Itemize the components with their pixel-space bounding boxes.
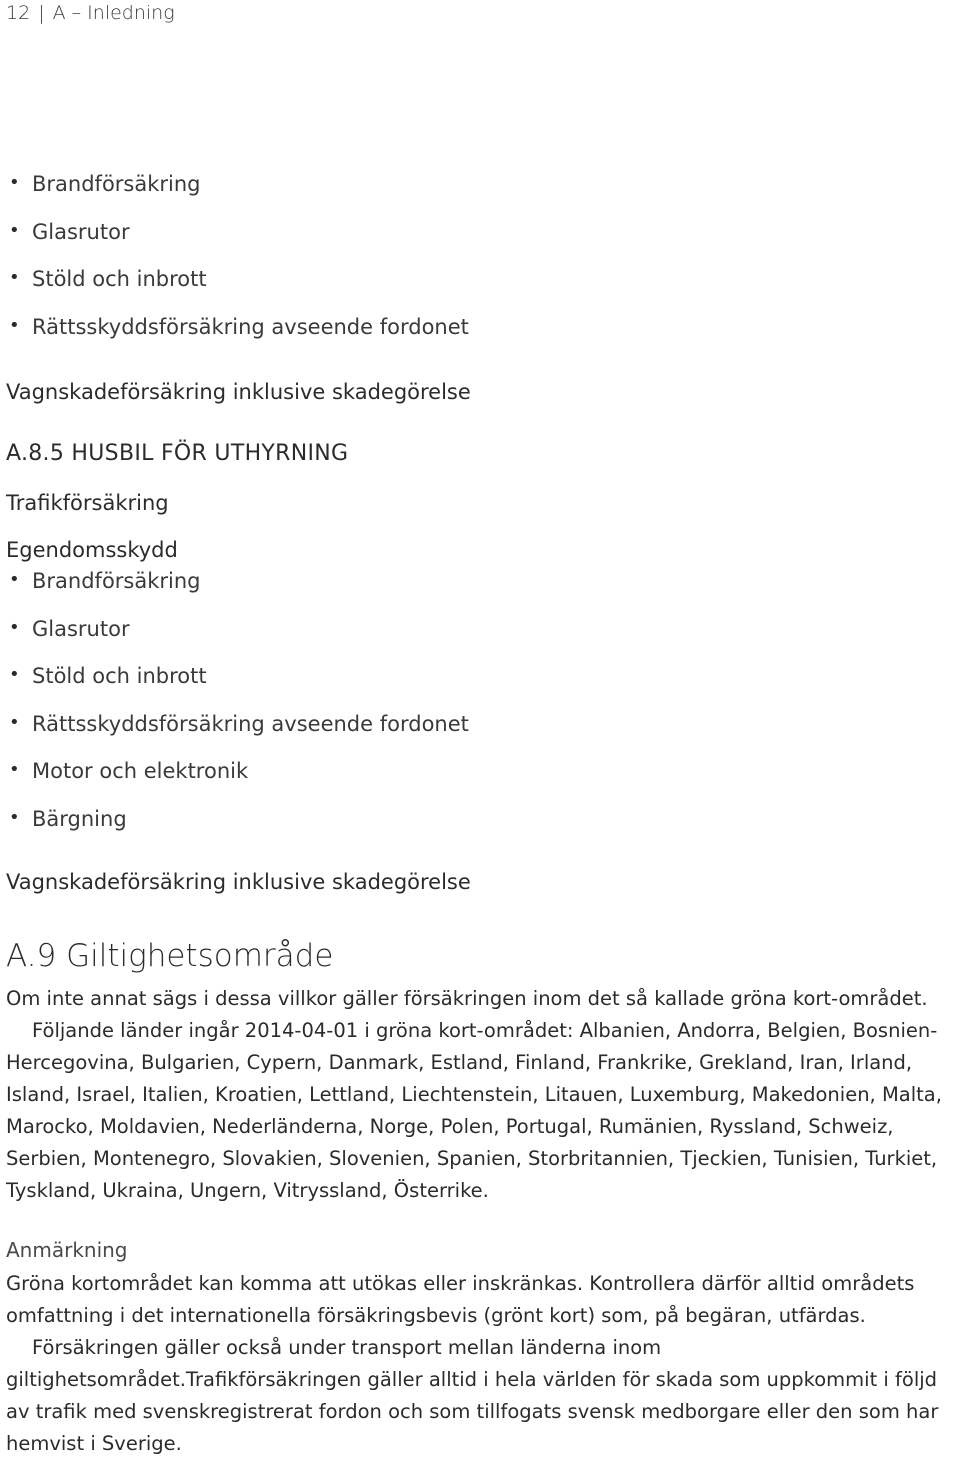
list-item: • Glasrutor <box>9 219 130 244</box>
vagnskada-heading-1: Vagnskadeförsäkring inklusive skadegörelse <box>6 380 471 404</box>
trafik-heading: Trafikförsäkring <box>6 491 169 515</box>
list-item: • Rättsskyddsförsäkring avseende fordonet <box>9 711 469 736</box>
transport-paragraph: Försäkringen gäller också under transport mellan länderna inom giltighetsområdet.Trafikförsäkringen gäller alltid i hela världen för skada som uppkommit i följd av trafik med svenskregistrerat fordon och som tillfogats svensk medborgare eller den som har hemvist i Sverige. <box>6 1336 939 1455</box>
intro-paragraph: Om inte annat sägs i dessa villkor gäller försäkringen inom det så kallade gröna kort-området. <box>6 987 928 1010</box>
list-item: • Stöld och inbrott <box>9 267 207 291</box>
section-heading-a85: A.8.5 HUSBIL FÖR UTHYRNING <box>6 441 349 466</box>
bullet-icon: • <box>9 806 20 828</box>
bullet-icon: • <box>9 759 20 780</box>
bullet-icon: • <box>9 711 20 733</box>
header-section: A – Inledning <box>52 2 175 24</box>
list-item: • Stöld och inbrott <box>9 664 207 688</box>
coverage-list-2 <box>6 569 469 854</box>
bullet-icon: • <box>9 267 20 288</box>
countries-paragraph: Följande länder ingår 2014-04-01 i gröna kort-området: Albanien, Andorra, Belgien, Bosnien-Hercegovina, Bulgarien, Cypern, Danmark, Estland, Finland, Frankrike, Grekland, Iran, Irland, Island, Israel, Italien, Kroatien, Lettland, Liechtenstein, Litauen, Luxemburg, Makedonien, Malta, Marocko, Moldavien, Nederländerna, Norge, Polen, Portugal, Rumänien, Ryssland, Schweiz, Serbien, Montenegro, Slovakien, Slovenien, Spanien, Storbritannien, Tjeckien, Tunisien, Turkiet, Tyskland, Ukraina, Ungern, Vitryssland, Österrike. <box>6 1019 942 1202</box>
bullet-icon: • <box>9 616 20 638</box>
section-heading-a9: A.9 Giltighetsområde <box>6 938 334 974</box>
coverage-list-1 <box>6 172 469 362</box>
bullet-icon: • <box>9 172 20 193</box>
note-paragraph: Gröna kortområdet kan komma att utökas eller inskränkas. Kontrollera därför alltid områdets omfattning i det internationella försäkringsbevis (grönt kort) som, på begäran, utfärdas. <box>6 1272 915 1327</box>
list-item: • Motor och elektronik <box>9 759 249 783</box>
page-number: 12 <box>6 2 31 24</box>
note-label: Anmärkning <box>6 1238 128 1262</box>
list-item: • Brandförsäkring <box>9 172 201 196</box>
list-item: • Rättsskyddsförsäkring avseende fordonet <box>9 314 469 339</box>
page-header <box>6 2 175 24</box>
header-separator: | <box>38 2 45 24</box>
list-item: • Bärgning <box>9 806 127 831</box>
bullet-icon: • <box>9 569 20 590</box>
bullet-icon: • <box>9 314 20 336</box>
list-item: • Brandförsäkring <box>9 569 201 593</box>
bullet-icon: • <box>9 219 20 241</box>
bullet-icon: • <box>9 664 20 685</box>
vagnskada-heading-2: Vagnskadeförsäkring inklusive skadegörelse <box>6 870 471 894</box>
egendom-heading: Egendomsskydd <box>6 538 178 562</box>
list-item: • Glasrutor <box>9 616 130 641</box>
